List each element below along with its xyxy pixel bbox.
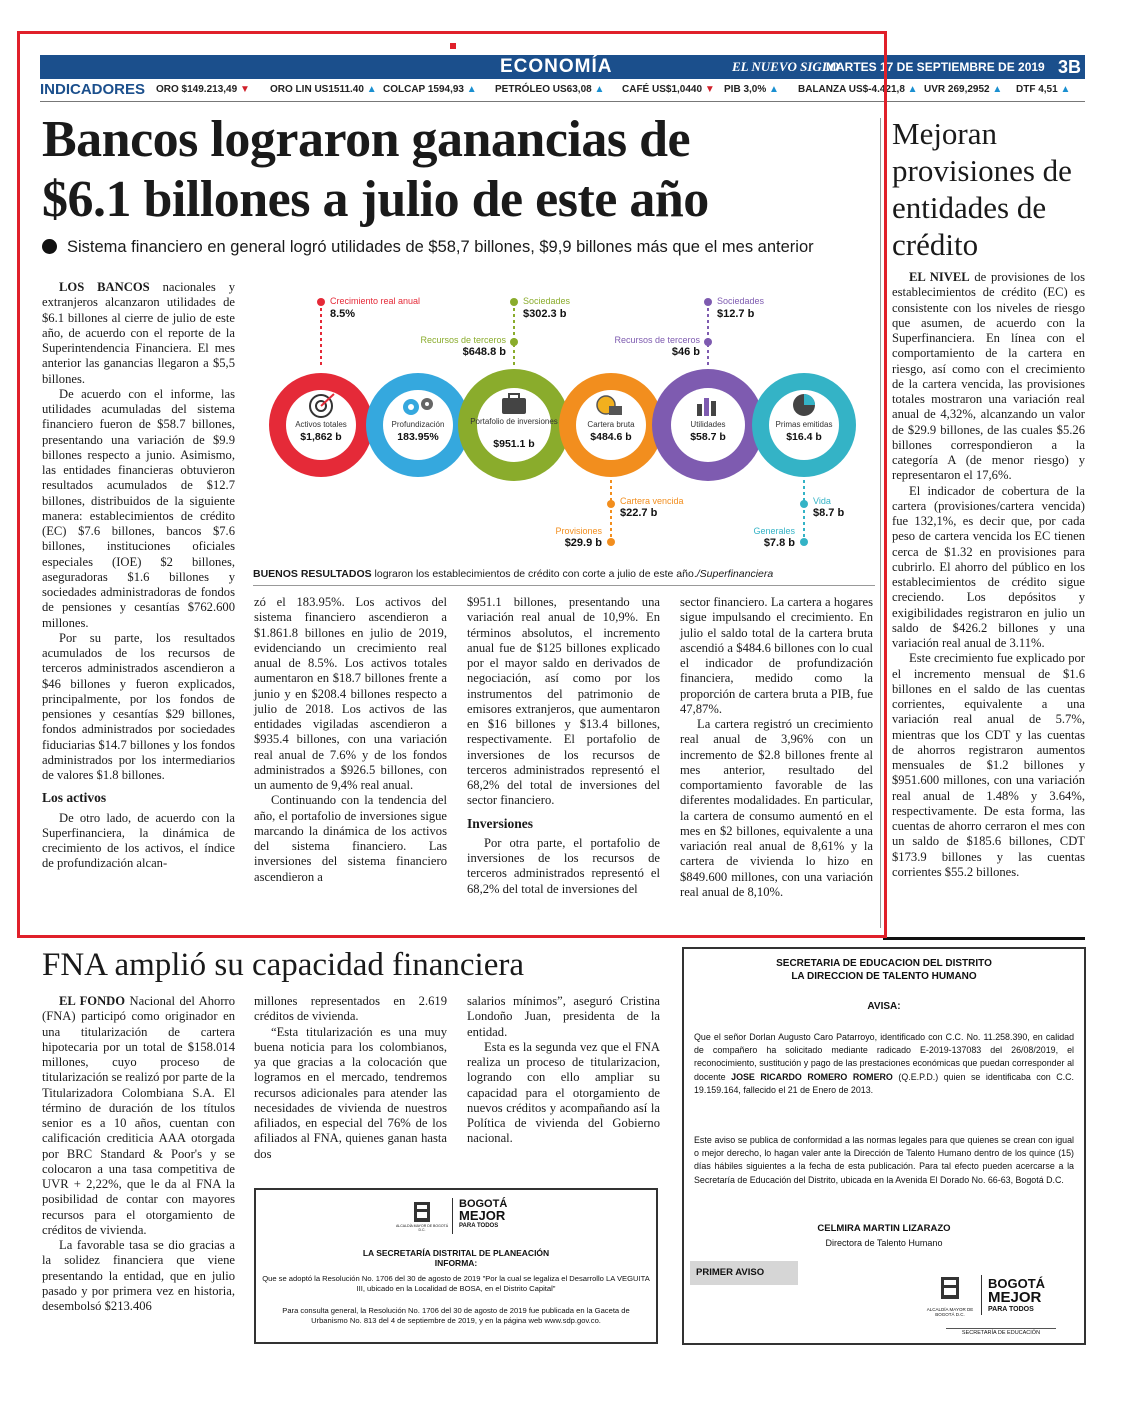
- paragraph: sector financiero. La cartera a hogares sigue impulsando el crecimiento. En julio el saldo total de la cartera bruta ascendió a $484.6 billones con lo cual el indicador de profundización financiera, medido como la proporción de cartera bruta a PIB, fue 47,87%.: [680, 595, 873, 716]
- logo-divider: [452, 1198, 453, 1234]
- signer-role: Directora de Talento Humano: [825, 1238, 943, 1248]
- masthead: EL NUEVO SIGLO: [732, 59, 840, 74]
- photo-credit: /Superfinanciera: [696, 568, 774, 580]
- arrow-up-icon: ▲: [466, 84, 477, 95]
- ring-value: $484.6 b: [590, 431, 632, 443]
- paragraph: De otro lado, de acuerdo con la Superfinanciera, la dinámica de crecimiento de los activos, el índice de profundización alcan-: [42, 810, 235, 871]
- arrow-up-icon: ▲: [769, 84, 779, 95]
- column-divider: [880, 118, 881, 928]
- ring-label: Profundización: [391, 420, 445, 429]
- ring-label: Portafolio de inversiones: [470, 417, 558, 426]
- logo-subtitle: SECRETARÍA DE EDUCACIÓN: [946, 1328, 1056, 1336]
- section-subhead: Inversiones: [467, 815, 534, 831]
- indicator-item: ORO $149.213,49 ▼: [156, 84, 250, 95]
- fna-column-2: [254, 994, 447, 1162]
- notice-paragraph: Que se adoptó la Resolución No. 1706 del 30 de agosto de 2019 "Por la cual se legaliza el Desarrollo LA VEGUITA III, ubicado en la Localidad de BOSA, en el Distrito Capital": [262, 1274, 650, 1293]
- callout-label: Recursos de terceros: [420, 335, 506, 345]
- indicator-item: DTF 4,51 ▲: [1016, 84, 1071, 95]
- lead-word: EL NIVEL: [909, 270, 970, 284]
- primer-aviso-tag: PRIMER AVISO: [690, 1261, 798, 1285]
- callout-value: $648.8 b: [462, 346, 506, 358]
- planeacion-notice: [254, 1188, 658, 1344]
- signer-name: CELMIRA MARTIN LIZARAZO: [817, 1223, 951, 1234]
- aviso-paragraph: Este aviso se publica de conformidad a las normas legales para que quienes se crean con igual o mejor derecho, lo hagan valer ante la Dirección de Talento Humano dentro de los quince (15) días hábiles siguientes a la fecha de esta publicación. Para tal efecto pueden acercarse a la Secretaría de Educación del Distrito, ubicada en la Avenida El Dorado No. 66-63, Bogotá D.C.: [694, 1135, 1074, 1185]
- selection-handle[interactable]: [450, 43, 456, 49]
- divider: [253, 585, 875, 586]
- callout-value: $8.7 b: [813, 507, 845, 519]
- article-column-3: [467, 595, 660, 897]
- ring-value: $951.1 b: [493, 438, 535, 450]
- subheadline: Sistema financiero en general logró utilidades de $58,7 billones, $9,9 billones más que el mes anterior: [42, 236, 887, 258]
- bogota-mejor-logo: BOGOTÁ MEJOR PARA TODOS: [988, 1276, 1046, 1313]
- callout-value: $22.7 b: [620, 507, 658, 519]
- paragraph: Esta es la segunda vez que el FNA realiza un proceso de titularizacion, logrando con ello ampliar su capacidad para el otorgamiento de nuevos créditos y acompañando así la Política de vivienda del Gobierno nacional.: [467, 1039, 660, 1146]
- ring-portafolio: [458, 369, 570, 481]
- fna-headline: FNA amplió su capacidad financiera: [42, 947, 524, 983]
- article-column-1: LOS BANCOS nacionales y extranjeros alcanzaron utilidades de $6.1 billones al cierre de julio de este año, de acuerdo con el reporte de la Superintendencia Financiera. El mes anterior las ganancias llegaron a $5,5 billones. De acuerdo con el informe, las utilidades acumuladas del sistema financiero fueron de $58.7 billones, presentando una variación de $9.9 billones respecto a junio. Asimismo, las entidades financieras obtuvieron resultados acumulados de $12.7 billones, distribuidos de la siguiente manera: establecimientos de crédito (EC) $7.6 billones, bancos $7.6 billones, instituciones oficiales especiales (IOE) $2 billones, aseguradoras $1.6 billones y sociedades administradoras de fondos de pensiones y cesantías $762.600 millones. Por su parte, los resultados acumulados de los recursos de terceros administrados ascendieron a $46 billones y fueron explicados, principalmente, por los fondos de pensiones y cesantías $29 billones, fondos administrados por sociedades fiduciarias $14.7 billones y los fondos administrados por los intermediarios de valores $1.8 billones. Los activos De otro lado, de acuerdo con la Superfinanciera, la dinámica de crecimiento de los activos, el índice de profundización alcan-: [42, 280, 235, 871]
- bogota-mejor-logo: BOGOTÁ MEJOR PARA TODOS: [459, 1198, 508, 1229]
- callout-label: Recursos de terceros: [614, 335, 700, 345]
- section-title: ECONOMÍA: [500, 56, 613, 77]
- notice-title: LA SECRETARÍA DISTRITAL DE PLANEACIÓN: [362, 1248, 550, 1258]
- callout-label: Sociedades: [717, 296, 765, 306]
- headline-line: Bancos lograron ganancias de: [42, 111, 691, 168]
- ring-utilidades: [652, 369, 764, 481]
- aviso-title: SECRETARIA DE EDUCACION DEL DISTRITO LA DIRECCION DE TALENTO HUMANO: [776, 958, 992, 982]
- callout-label: Provisiones: [555, 526, 602, 536]
- paragraph: zó el 183.95%. Los activos del sistema financiero ascendieron a $1.861.8 billones en julio de 2019, evidenciando un crecimiento real anual de 8.5%. Los activos totales aumentaron en $18.7 billones frente a junio y en $208.4 billones respecto a julio de 2018. Los activos de las entidades vigiladas ascendieron a $935.4 billones, con una variación real anual de 7.6% y de los fondos administrados a $926.5 billones, con un aumento de 9,4% real anual.: [254, 595, 447, 792]
- aviso-paragraph: Que el señor Dorlan Augusto Caro Patarroyo, identificado con C.C. No. 11.258.390, en calidad de compañero ha solicitado mediante radicado E-2019-137083 del 26/08/2019, el reconocimiento, sustitución y pago de las prestaciones económicas que puedan corresponder al docente JOSE RICARDO ROMERO ROMERO (Q.E.P.D.) quien se identificaba con C.C. 19.159.164, fallecido el 21 de Enero de 2013.: [694, 1032, 1074, 1095]
- bullet-icon: [42, 239, 57, 254]
- callout-value: $29.9 b: [564, 537, 602, 549]
- paragraph: “Esta titularización es una muy buena noticia para los colombianos, ya que gracias a la colocación que logramos en el mercado, tendremos recursos adicionales para atender las necesidades de vivienda de nuestros afiliados, en especial del 76% de los afiliados al FNA, quienes ganan hasta dos: [254, 1024, 447, 1161]
- callout-value: $7.8 b: [763, 537, 795, 549]
- aviso-notice: [682, 947, 1086, 1345]
- arrow-up-icon: ▲: [594, 84, 605, 95]
- ring-activos-totales: [269, 373, 373, 477]
- indicator-item: PETRÓLEO US63,08 ▲: [495, 84, 605, 95]
- ring-cartera-bruta: [559, 373, 663, 477]
- page-number: 3B: [1058, 57, 1082, 77]
- seal-icon: [394, 1200, 450, 1238]
- paragraph: El indicador de cobertura de la cartera (provisiones/cartera vencida) fue 132,1%, es decir que, por cada peso de cartera vencida los EC tienen cerca de $1.32 en provisiones para cubrirlo. El ahorro del público en los establecimientos de crédito sigue creciendo. Los depósitos y exigibilidades registraron en julio un saldo de $426.2 billones y una variación real anual de 3.11%.: [892, 483, 1085, 650]
- arrow-down-icon: ▼: [704, 84, 715, 95]
- callout-label: Sociedades: [523, 296, 571, 306]
- main-headline: [42, 110, 882, 230]
- paragraph: Por su parte, los resultados acumulados de los recursos de terceros administrados ascendieron a $46 billones y fueron explicados, principalmente, por los fondos de pensiones y cesantías $29 billones, fondos administrados por sociedades fiduciarias $14.7 billones y los fondos administrados por los intermediarios de valores $1.8 billones.: [42, 630, 235, 782]
- paragraph: La cartera registró un crecimiento real anual de 3,96% con un incremento de $2.8 billones frente al mes anterior, resultado del comportamiento favorable de las diferentes modalidades. En particular, la cartera de consumo aumentó en el mes en $2 billones, equivalente a una variación real anual de 8,61% y la cartera de vivienda lo hizo en $849.600 millones, con una variación real anual de 8,10%.: [680, 717, 873, 899]
- paragraph: Continuando con la tendencia del año, el portafolio de inversiones sigue marcando la dinámica de los activos del sistema financiero. Las inversiones del sistema financiero ascendieron a: [254, 793, 447, 884]
- logo-divider: [981, 1275, 982, 1315]
- infographic-caption: BUENOS RESULTADOS lograron los establecimientos de crédito con corte a julio de este año./Superfinanciera: [253, 568, 774, 580]
- paragraph: salarios mínimos”, aseguró Cristina Londoño Juan, presidenta de la entidad.: [467, 994, 660, 1039]
- paragraph: millones representados en 2.619 créditos de vivienda.: [254, 994, 447, 1024]
- indicator-item: COLCAP 1594,93 ▲: [383, 84, 477, 95]
- lead-word: LOS BANCOS: [59, 280, 150, 294]
- ring-label: Activos totales: [295, 420, 347, 429]
- indicator-item: PIB 3,0% ▲: [724, 84, 779, 95]
- aviso-heading: AVISA:: [867, 1001, 901, 1012]
- sidebar-headline: Mejoran provisiones de entidades de crédito: [892, 116, 1072, 262]
- ring-label: Cartera bruta: [587, 420, 635, 429]
- paragraph: La favorable tasa se dio gracias a la solidez financiera que viene presentando la entidad, que en julio pasado y por primera vez en historia, desembolsó $213.406: [42, 1238, 235, 1313]
- divider: [40, 101, 1085, 102]
- arrow-up-icon: ▲: [907, 84, 918, 95]
- indicator-item: ORO LIN US1511.40 ▲: [270, 84, 377, 95]
- article-column-4: [680, 595, 873, 900]
- paragraph: $951.1 billones, presentando una variación real anual de 10,9%. En términos absolutos, el incremento anual fue de $125 billones explicado por el mayor saldo en derivados de negociación, así como por los instrumentos del patrimonio de emisores extranjeros, que aumentaron en $16 billones y $13.4 billones, respectivamente. El portafolio de inversiones de los recursos de terceros administrados representó el 68,2% del total de inversiones del sector financiero.: [467, 595, 660, 808]
- paragraph: Por otra parte, el portafolio de inversiones de los recursos de terceros administrados representó el 68,2% del total de inversiones del: [467, 835, 660, 896]
- sidebar-article: EL NIVEL de provisiones de los establecimientos de crédito (EC) es consistente con los niveles de riesgo que asumen, de acuerdo con la Superfinanciera. En línea con el comportamiento de la cartera en riesgo, así como con el crecimiento de la cartera vencida, las provisiones totales mostraron una variación real anual de 4,32%, alcanzando un valor de $29.9 billones, de las cuales $5.26 billones correspondieron a la categoría A (de menor riesgo) y representaron el 17,6%. El indicador de cobertura de la cartera (provisiones/cartera vencida) fue 132,1%, es decir que, por cada peso de cartera vencida los EC tienen cerca de $1.32 en provisiones para cubrirlo. El ahorro del público en los establecimientos de crédito sigue creciendo. Los depósitos y exigibilidades registraron en julio un saldo de $426.2 billones y una variación real anual de 3.11%. Este crecimiento fue explicado por el incremento mensual de $1.6 billones en el saldo de las cuentas corrientes, equivalente a una variación real anual de 5.7%, mientras que los CDT y las cuentas de ahorros registraron aumentos mensuales de $1.2 billones y $951.600 millones, con una variación real anual de 1.48% y 3.64%, respectivamente. De esta forma, las cuentas de ahorro cerraron el mes con un saldo de $185.6 billones, CDT $173.9 billones y las cuentas corrientes $55.2 billones.: [892, 270, 1085, 879]
- seal-icon: [922, 1275, 978, 1309]
- callout-top: [317, 296, 765, 365]
- callout-bottom: [555, 480, 844, 549]
- section-subhead: Los activos: [42, 790, 107, 806]
- arrow-down-icon: ▼: [239, 84, 250, 95]
- ring-label: Utilidades: [690, 420, 726, 429]
- divider: [883, 937, 1085, 940]
- pie-chart-icon: [793, 394, 815, 416]
- fna-column-3: [467, 994, 660, 1147]
- callout-value: $46 b: [671, 346, 700, 358]
- callout-label: Generales: [753, 526, 795, 536]
- ring-value: $16.4 b: [786, 431, 822, 443]
- divider: [42, 935, 657, 937]
- indicator-item: UVR 269,2952 ▲: [924, 84, 1003, 95]
- ring-label: Primas emitidas: [775, 420, 833, 429]
- infographic: [246, 280, 878, 570]
- headline-line: $6.1 billones a julio de este año: [42, 171, 709, 228]
- ring-value: $58.7 b: [690, 431, 726, 443]
- arrow-up-icon: ▲: [366, 84, 377, 95]
- arrow-up-icon: ▲: [1060, 84, 1071, 95]
- indicator-item: BALANZA US$-4.421,8 ▲: [798, 84, 918, 95]
- ring-profundizacion: [366, 373, 470, 477]
- ring-primas-emitidas: [752, 373, 856, 477]
- callout-value: $302.3 b: [523, 308, 567, 320]
- callout-label: Vida: [813, 496, 831, 506]
- bogota-seal-logo: ALCALDÍA MAYOR DE BOGOTÁ D.C.: [922, 1275, 978, 1321]
- paragraph: De acuerdo con el informe, las utilidades acumuladas del sistema financiero fueron de $58.7 billones, presentando una variación de $9.9 billones respecto a junio. Asimismo, las entidades financieras obtuvieron resultados acumulados de $12.7 billones, distribuidos de la siguiente manera: establecimientos de crédito (EC) $7.6 billones, bancos $7.6 billones, instituciones oficiales especiales (IOE) $2 billones, aseguradoras $1.6 billones y sociedades administradoras de fondos de pensiones y cesantías $762.600 millones.: [42, 386, 235, 630]
- indicators-label: INDICADORES: [40, 81, 146, 98]
- lead-word: EL FONDO: [59, 994, 126, 1008]
- fna-column-1: EL FONDO Nacional del Ahorro (FNA) participó como originador en una titularización de cartera hipotecaria por un total de $158.014 millones, cuyo proceso de titularización se realizó por parte de la Titularizadora Colombiana S.A. El término de duración de los títulos senior es a 10 años, cuentan con calificación crediticia AAA otorgada por BRC Standard & Poor's y se colocaron a una tasa competitiva de UVR + 2,22%, que le da al FNA la posibilidad de contar con mayores recursos para el otorgamiento de créditos de vivienda. La favorable tasa se dio gracias a la solidez financiera que viene presentando la entidad, que en julio pasado y por primera vez en historia, desembolsó $213.406: [42, 994, 236, 1313]
- dateline: MARTES 17 DE SEPTIEMBRE DE 2019: [826, 60, 1045, 74]
- ring-value: 183.95%: [397, 431, 439, 443]
- notice-paragraph: Para consulta general, la Resolución No. 1706 del 30 de agosto de 2019 fue publicada en la Gaceta de Urbanismo No. 813 del 4 de septiembre de 2019, y en la página web www.sdp.gov.co.: [282, 1306, 630, 1325]
- indicator-item: CAFÉ US$1,0440 ▼: [622, 84, 715, 95]
- infographic-rings: [269, 369, 856, 481]
- notice-subtitle: INFORMA:: [434, 1258, 478, 1268]
- callout-label: Crecimiento real anual: [330, 296, 421, 306]
- paragraph: Este crecimiento fue explicado por el incremento mensual de $1.6 billones en el saldo de las cuentas corrientes, equivalente a una variación real anual de 5.7%, mientras que los CDT y las cuentas de ahorros registraron aumentos mensuales de $1.2 billones y $951.600 millones, con una variación real anual de 1.48% y 3.64%, respectivamente. De esta forma, las cuentas de ahorro cerraron el mes con un saldo de $185.6 billones, CDT $173.9 billones y las cuentas corrientes $55.2 billones.: [892, 651, 1085, 879]
- article-column-2: [254, 595, 447, 885]
- callout-label: Cartera vencida: [620, 496, 684, 506]
- indicators-row: [40, 80, 1085, 100]
- callout-value: $12.7 b: [717, 308, 755, 320]
- ring-value: $1,862 b: [300, 431, 342, 443]
- arrow-up-icon: ▲: [992, 84, 1003, 95]
- callout-value: 8.5%: [330, 308, 356, 320]
- bogota-seal-logo: ALCALDÍA MAYOR DE BOGOTÁ D.C.: [394, 1200, 450, 1238]
